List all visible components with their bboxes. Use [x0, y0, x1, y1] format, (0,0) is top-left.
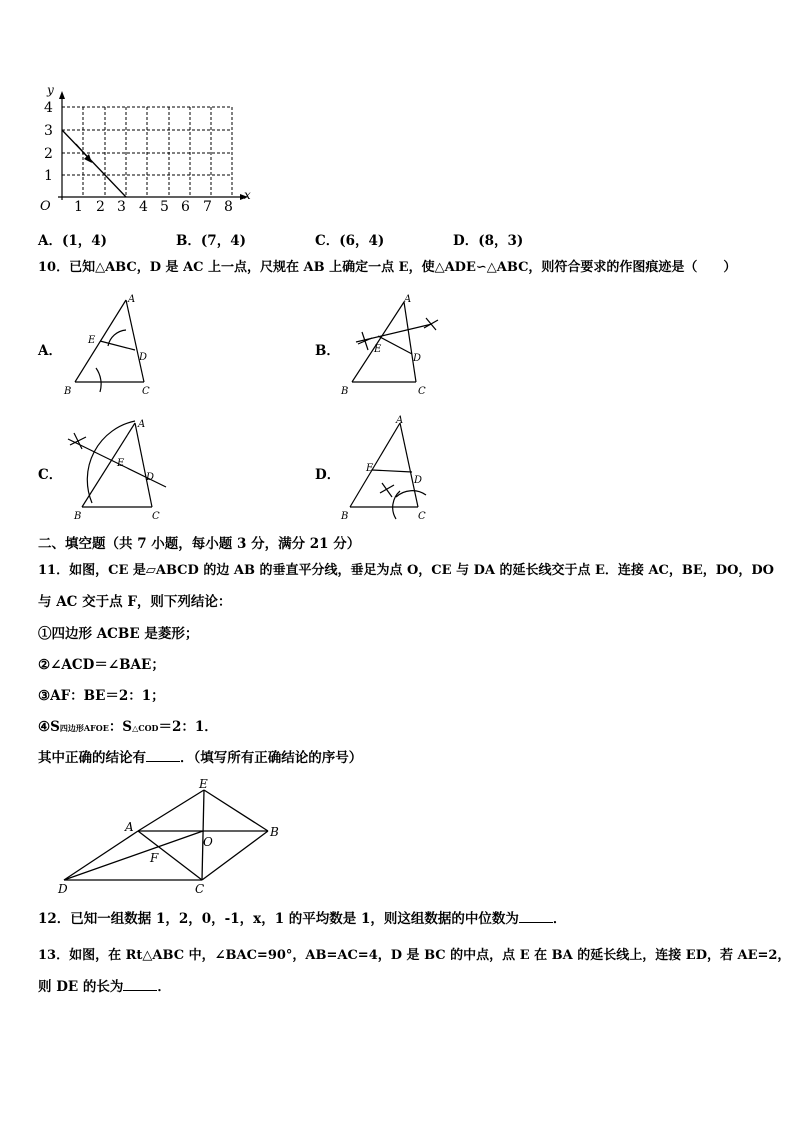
q11-c4-sub2: △COD — [132, 723, 159, 733]
q10b-label-e: E — [374, 344, 382, 355]
q12-text-a: 12．已知一组数据 1，2，0，-1，x，1 的平均数是 1，则这组数据的中位数为 — [38, 911, 519, 927]
q10-option-d-label[interactable]: D． — [315, 467, 341, 483]
q11-line1: 11．如图，CE 是▱ABCD 的边 AB 的垂直平分线，垂足为点 O，CE 与 DA 的延长线交于点 E．连接 AC，BE，DO，DO — [38, 563, 774, 578]
q9-x-tick-6: 6 — [181, 199, 190, 215]
q11-answer-blank[interactable] — [146, 749, 180, 762]
section-2-heading: 二、填空题（共 7 小题，每小题 3 分，满分 21 分） — [38, 536, 361, 552]
q9-y-tick-2: 2 — [44, 146, 53, 162]
q11-figure — [52, 774, 292, 896]
q9-option-b-text: (7，4) — [200, 233, 246, 249]
q10a-label-d: D — [139, 352, 148, 363]
q13-answer-blank[interactable] — [123, 978, 157, 991]
q11-conclusion-1: ①四边形 ACBE 是菱形； — [38, 626, 199, 642]
q9-option-c-letter: C． — [315, 233, 340, 249]
q11-label-a: A — [125, 820, 134, 834]
q11-conclusion-2: ②∠ACD＝∠BAE； — [38, 657, 165, 673]
q9-option-d-letter: D． — [453, 233, 479, 249]
q11-label-b: B — [270, 825, 279, 839]
q9-x-tick-7: 7 — [203, 199, 212, 215]
q12-text — [38, 910, 566, 928]
q10b-label-d: D — [413, 353, 422, 364]
q10a-label-a: A — [128, 294, 136, 305]
q11-conclusion-3: ③AF：BE＝2：1； — [38, 688, 165, 704]
q9-segment — [62, 130, 126, 197]
q9-y-tick-4: 4 — [44, 100, 53, 116]
q9-x-tick-4: 4 — [139, 199, 148, 215]
q9-x-tick-1: 1 — [74, 199, 83, 215]
q10-option-c-label[interactable]: C． — [38, 467, 63, 483]
q10d-label-b: B — [341, 511, 349, 522]
q11-prompt-a: 其中正确的结论有 — [38, 750, 146, 766]
q9-x-tick-2: 2 — [96, 199, 105, 215]
q11-line2: 与 AC 交于点 F，则下列结论： — [38, 594, 232, 610]
q12-text-b: ． — [552, 911, 567, 927]
q9-option-c-text: (6，4) — [339, 233, 385, 249]
q11-c4-main: ④S — [38, 719, 60, 735]
q11-label-d: D — [58, 882, 68, 896]
q11-label-o: O — [203, 835, 213, 849]
q10d-label-d: D — [414, 475, 423, 486]
q9-y-label: y — [47, 83, 54, 97]
q10-figure-d — [336, 413, 446, 525]
q10c-label-b: B — [74, 511, 82, 522]
q10d-label-a: A — [396, 415, 404, 426]
q10b-label-b: B — [341, 386, 349, 397]
q10-option-b-label[interactable]: B． — [315, 343, 340, 359]
q9-x-label: x — [244, 188, 251, 202]
q10a-label-b: B — [64, 386, 72, 397]
q9-option-d-text: (8，3) — [478, 233, 524, 249]
q10b-label-c: C — [418, 386, 426, 397]
q10a-label-e: E — [88, 335, 96, 346]
q9-y-tick-3: 3 — [44, 123, 53, 139]
q10-option-a-label[interactable]: A． — [38, 343, 62, 359]
q12-answer-blank[interactable] — [519, 910, 553, 923]
q9-option-c[interactable] — [315, 229, 384, 249]
q9-grid — [62, 107, 232, 197]
q10-figure-c — [60, 413, 180, 525]
q9-y-axis-arrow — [59, 91, 65, 99]
q10c-label-d: D — [146, 472, 155, 483]
q10c-label-a: A — [138, 419, 146, 430]
q9-option-a-text: (1，4) — [61, 233, 108, 249]
q9-x-tick-3: 3 — [117, 199, 126, 215]
q13-line2-a: 则 DE 的长为 — [38, 979, 124, 995]
q13-line2-b: ． — [157, 979, 171, 995]
q10-figure-b — [336, 288, 446, 400]
q9-option-b[interactable] — [176, 229, 246, 249]
q10c-label-c: C — [152, 511, 160, 522]
q10d-label-c: C — [418, 511, 426, 522]
q10b-label-a: A — [404, 294, 412, 305]
q11-prompt-b: ．（填写所有正确结论的序号） — [180, 750, 363, 766]
q11-conclusion-4 — [38, 718, 218, 737]
q10a-label-c: C — [142, 386, 150, 397]
q9-x-tick-5: 5 — [160, 199, 169, 215]
q9-origin-label: O — [40, 199, 51, 214]
q11-prompt — [38, 749, 362, 767]
q11-c4-end: ＝2：1． — [158, 719, 218, 735]
q10-figure-a — [60, 288, 170, 400]
q9-option-a[interactable] — [38, 229, 107, 249]
q11-label-f: F — [150, 851, 159, 865]
q13-line2 — [38, 978, 171, 996]
q9-option-b-letter: B． — [176, 233, 201, 249]
q11-c4-mid: ：S — [108, 719, 133, 735]
q9-option-d[interactable] — [453, 229, 523, 249]
q10d-label-e: E — [366, 463, 374, 474]
q9-x-tick-8: 8 — [224, 199, 233, 215]
q9-direction-arrow-head — [84, 154, 92, 163]
q13-line1: 13．如图，在 Rt△ABC 中，∠BAC=90°，AB=AC=4，D 是 BC 的中点，点 E 在 BA 的延长线上，连接 ED，若 AE=2， — [38, 948, 791, 963]
q10-stem: 10．已知△ABC，D 是 AC 上一点，尺规在 AB 上确定一点 E，使△ADE∽△ABC，则符合要求的作图痕迹是（ ） — [38, 260, 737, 275]
q11-label-c: C — [195, 882, 205, 896]
q9-option-a-letter: A． — [38, 233, 62, 249]
q10c-label-e: E — [117, 458, 125, 469]
q9-y-tick-1: 1 — [44, 168, 53, 184]
q9-coordinate-graph — [30, 82, 270, 217]
q11-label-e: E — [199, 777, 208, 791]
q11-c4-sub: 四边形AFOE — [59, 723, 109, 733]
